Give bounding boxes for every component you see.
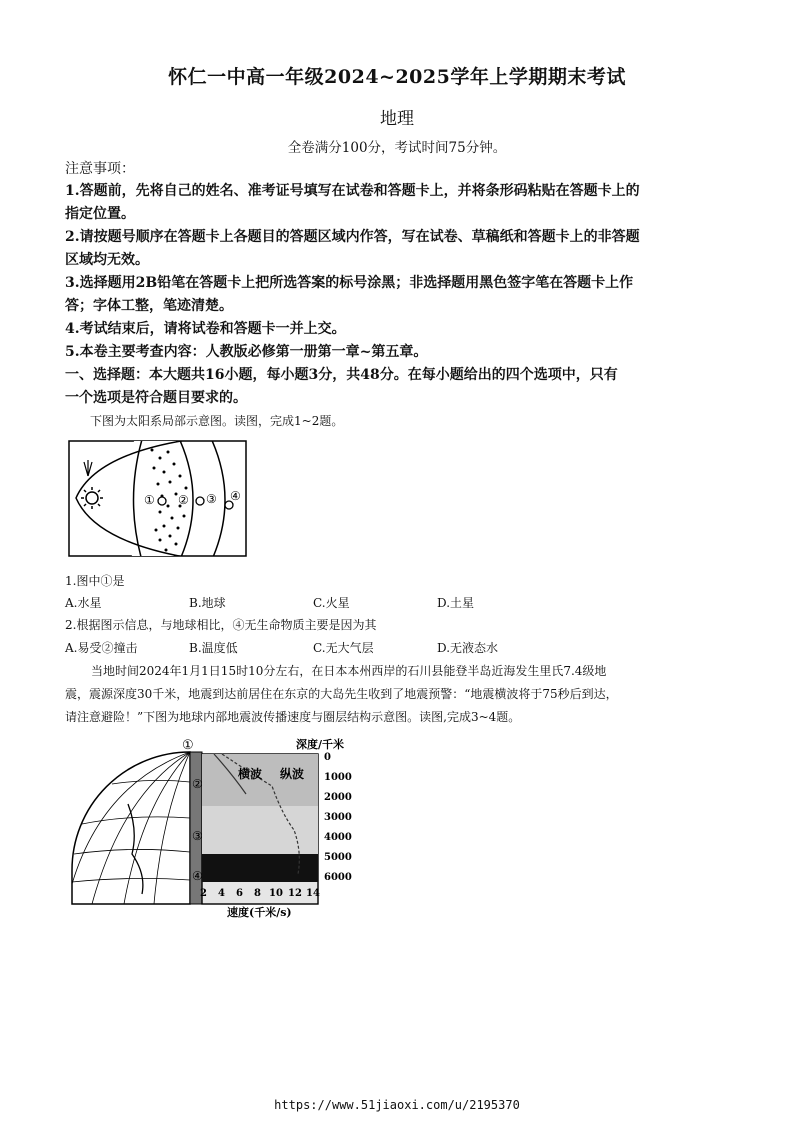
speed-tick: 14 <box>306 888 320 899</box>
planet-1 <box>158 497 166 505</box>
speed-tick: 6 <box>236 888 243 899</box>
note-line: 3.选择题用2B铅笔在答题卡上把所选答案的标号涂黑；非选择题用黑色签字笔在答题卡上作 <box>65 275 634 291</box>
q1-options <box>65 592 737 614</box>
speed-tick: 2 <box>200 888 207 899</box>
layer-label-1: ① <box>182 738 194 753</box>
label-1: ① <box>144 493 155 507</box>
earth-interior-figure <box>62 734 362 920</box>
q2-option[interactable]: A.易受②撞击 <box>65 641 138 655</box>
depth-tick: 2000 <box>324 792 352 803</box>
q1-stem: 1.图中①是 <box>65 574 125 588</box>
note-line: 指定位置。 <box>65 206 135 222</box>
depth-ticks <box>324 752 352 883</box>
label-2: ② <box>178 493 189 507</box>
label-4: ④ <box>230 489 241 503</box>
layer-label-3: ③ <box>192 829 203 843</box>
depth-axis-title: 深度/千米 <box>296 738 345 751</box>
footer-url[interactable]: https://www.51jiaoxi.com/u/2195370 <box>274 1098 520 1112</box>
section-heading-cont: 一个选项是符合题目要求的。 <box>65 390 247 406</box>
passage-line: 震，震源深度30千米，地震到达前居住在东京的大岛先生收到了地震预警：“地震横波将于75秒后到达， <box>65 687 618 701</box>
depth-tick: 5000 <box>324 852 352 863</box>
figure1-intro: 下图为太阳系局部示意图。读图，完成1~2题。 <box>90 414 344 428</box>
solar-system-figure <box>68 440 248 558</box>
depth-tick: 4000 <box>324 832 352 843</box>
q2-option[interactable]: C.无大气层 <box>313 641 374 655</box>
notes-label: 注意事项： <box>65 161 135 177</box>
s-wave-label: 横波 <box>238 767 263 781</box>
passage-line: 当地时间2024年1月1日15时10分左右，在日本本州西岸的石川县能登半岛近海发生里氏7.4级地 <box>91 664 607 678</box>
p-wave-label: 纵波 <box>280 767 305 781</box>
speed-tick: 12 <box>288 888 302 899</box>
note-line: 答；字体工整，笔迹清楚。 <box>65 298 233 314</box>
note-line: 1.答题前，先将自己的姓名、准考证号填写在试卷和答题卡上，并将条形码粘贴在答题卡上的 <box>65 183 640 199</box>
label-3: ③ <box>206 492 217 506</box>
q1-option[interactable]: C.火星 <box>313 596 350 610</box>
note-line: 4.考试结束后，请将试卷和答题卡一并上交。 <box>65 321 346 337</box>
exam-title: 怀仁一中高一年级2024~2025学年上学期期末考试 <box>168 66 626 88</box>
note-line: 区域均无效。 <box>65 252 149 268</box>
q2-options <box>65 637 737 659</box>
depth-tick: 3000 <box>324 812 352 823</box>
note-line: 2.请按题号顺序在答题卡上各题目的答题区域内作答，写在试卷、草稿纸和答题卡上的非答题 <box>65 229 640 245</box>
exam-meta: 全卷满分100分，考试时间75分钟。 <box>287 140 507 156</box>
passage-line: 请注意避险！”下图为地球内部地震波传播速度与圈层结构示意图。读图,完成3~4题。 <box>65 710 521 724</box>
inner-core-band <box>202 854 318 882</box>
speed-tick: 8 <box>254 888 261 899</box>
layer-label-4: ④ <box>192 869 203 883</box>
depth-tick: 6000 <box>324 872 352 883</box>
speed-tick: 4 <box>218 888 225 899</box>
q2-option[interactable]: B.温度低 <box>189 641 238 655</box>
layer-label-2: ② <box>192 777 203 791</box>
speed-tick: 10 <box>269 888 283 899</box>
q2-stem: 2.根据图示信息，与地球相比，④无生命物质主要是因为其 <box>65 618 377 632</box>
section-heading: 一、选择题：本大题共16小题，每小题3分，共48分。在每小题给出的四个选项中，只有 <box>65 367 618 383</box>
q1-option[interactable]: A.水星 <box>65 596 102 610</box>
depth-tick: 1000 <box>324 772 352 783</box>
speed-axis-title: 速度(千米/s) <box>227 906 292 919</box>
subject-title: 地理 <box>380 109 414 129</box>
globe-quarter <box>72 752 190 904</box>
q2-option[interactable]: D.无液态水 <box>437 641 499 655</box>
outer-core-band <box>202 806 318 854</box>
note-line: 5.本卷主要考查内容：人教版必修第一册第一章~第五章。 <box>65 344 428 360</box>
q1-option[interactable]: D.土星 <box>437 596 475 610</box>
q1-option[interactable]: B.地球 <box>189 596 226 610</box>
depth-tick: 0 <box>324 752 331 763</box>
planet-3 <box>196 497 204 505</box>
